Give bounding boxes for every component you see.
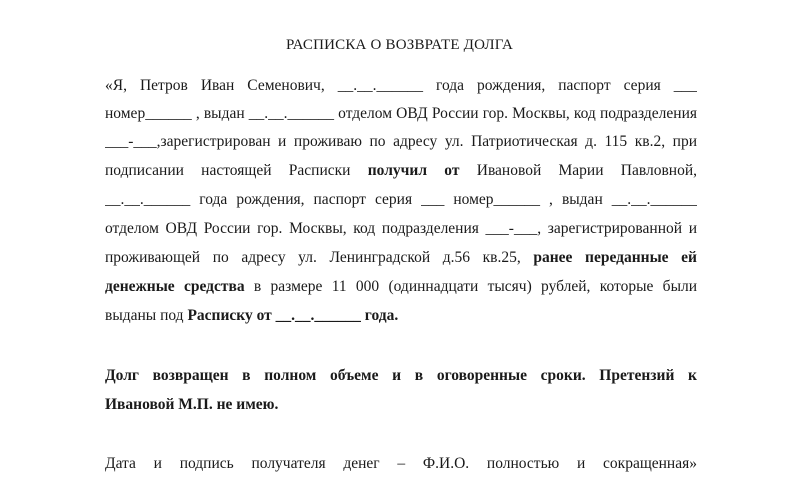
receipt-line-9-text-a: выданы под [105,307,188,324]
receipt-line-7-bold: ранее переданные ей [533,249,697,266]
debt-returned-line-1: Долг возвращен в полном объеме и в оговоренные сроки. Претензий к [105,367,697,384]
receipt-line-9 [105,306,697,325]
receipt-line-4 [105,161,697,180]
receipt-line-8-bold: денежные средства [105,278,245,295]
receipt-line-4-bold: получил от [367,162,460,179]
receipt-line-9-bold: Расписку от __.__.______ года. [187,307,399,324]
receipt-line-4-text-a: подписании настоящей Расписки [105,162,368,179]
debt-returned-line-2: Ивановой М.П. не имею. [105,396,279,413]
document-title: РАСПИСКА О ВОЗВРАТЕ ДОЛГА [285,37,514,53]
signature-line: Дата и подпись получателя денег – Ф.И.О. полностью и сокращенная» [105,455,697,472]
receipt-line-1: «Я, Петров Иван Семенович, __.__.______ года рождения, паспорт серия ___ [105,77,697,94]
receipt-line-4-text-c: Ивановой Марии Павловной, [459,162,697,179]
receipt-line-7-text-a: проживающей по адресу ул. Ленинградской д.56 кв.25, [105,249,534,266]
receipt-line-6: отделом ОВД России гор. Москвы, код подразделения ___-___, зарегистрированной и [105,220,697,237]
receipt-line-5: __.__.______ года рождения, паспорт серия ___ номер______ , выдан __.__.______ [105,191,697,208]
receipt-line-8 [105,277,697,296]
receipt-line-8-text-b: в размере 11 000 (одиннадцати тысяч) рублей, которые были [244,278,697,295]
receipt-line-2: номер______ , выдан __.__.______ отделом ОВД России гор. Москвы, код подразделения [105,105,697,122]
receipt-line-3: ___-___,зарегистрирован и проживаю по адресу ул. Патриотическая д. 115 кв.2, при [105,133,697,150]
receipt-line-7 [105,248,697,267]
